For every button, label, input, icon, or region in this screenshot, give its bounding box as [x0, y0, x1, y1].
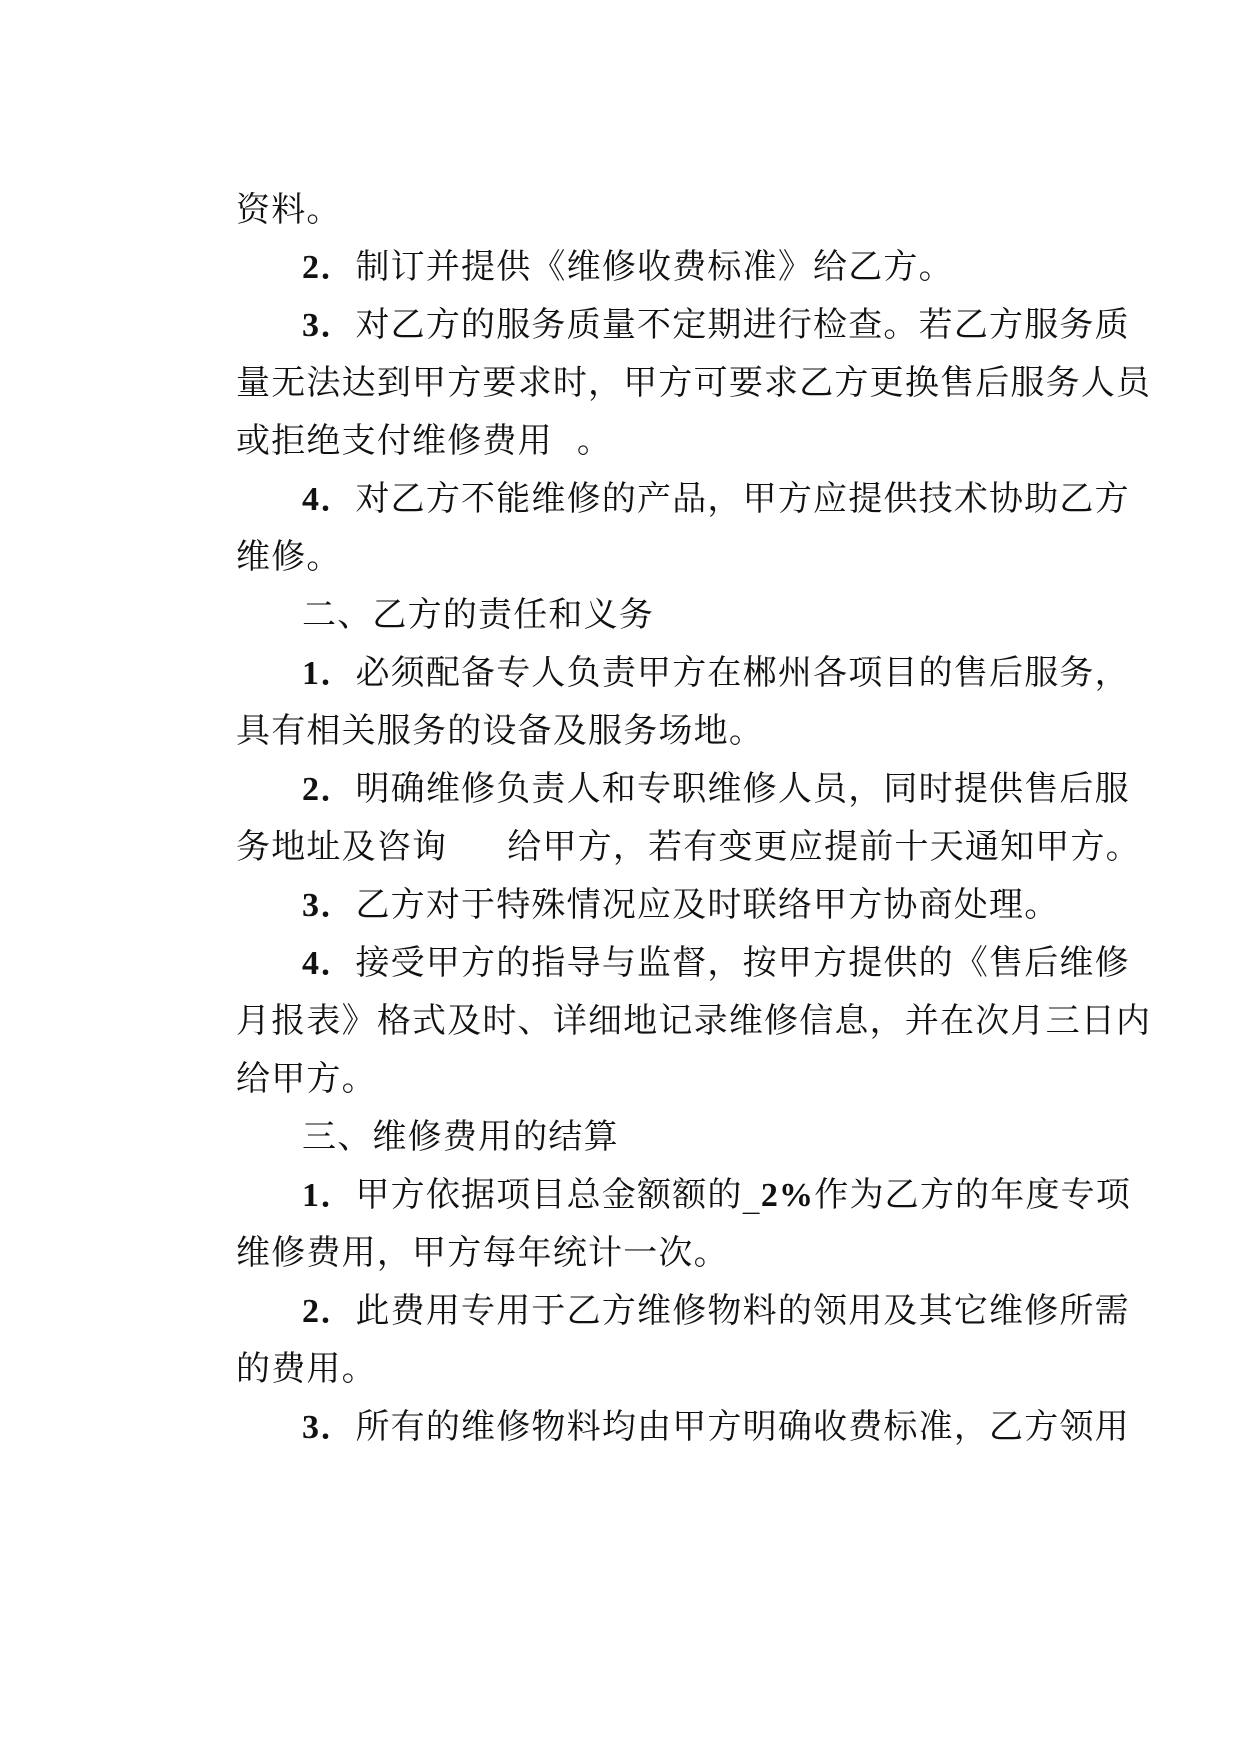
item-number: 2． [302, 771, 356, 808]
line-text: 明确维修负责人和专职维修人员，同时提供售后服 [355, 769, 1130, 809]
item-number: 4． [302, 481, 356, 518]
item-number: 1． [302, 655, 356, 692]
item-number: 3． [302, 1409, 356, 1446]
item-number: 2． [302, 249, 356, 286]
percent-value: 2% [760, 1177, 815, 1214]
item-number: 3． [302, 887, 356, 924]
line-text: 给甲方。 [236, 1059, 377, 1099]
line-text: 维修。 [236, 537, 342, 577]
item-number: 2． [302, 1293, 356, 1330]
line-text: 或拒绝支付维修费用 。 [236, 421, 613, 461]
item-number: 1． [302, 1177, 356, 1214]
line-text: 务地址及咨询 给甲方，若有变更应提前十天通知甲方。 [236, 827, 1141, 867]
line-text: 资料。 [236, 190, 342, 230]
line-text: 甲方依据项目总金额额的_ [355, 1175, 761, 1215]
line-text: 必须配备专人负责甲方在郴州各项目的售后服务， [355, 653, 1130, 693]
line-text: 乙方对于特殊情况应及时联络甲方协商处理。 [355, 885, 1060, 925]
list-item [254, 1245, 1130, 1378]
line-text: 的费用。 [236, 1349, 377, 1389]
line-text: 月报表》格式及时、详细地记录维修信息，并在次月三日内 [236, 1001, 1152, 1041]
line-text: 具有相关服务的设备及服务场地。 [236, 711, 765, 751]
line-text: 对乙方不能维修的产品，甲方应提供技术协助乙方 [355, 479, 1130, 519]
line-text: 作为乙方的年度专项 [814, 1175, 1132, 1215]
line-text: 量无法达到甲方要求时，甲方可要求乙方更换售后服务人员 [236, 363, 1152, 403]
line-text: 此费用专用于乙方维修物料的领用及其它维修所需 [355, 1291, 1130, 1331]
item-number: 4． [302, 945, 356, 982]
line-text: 对乙方的服务质量不定期进行检查。若乙方服务质 [355, 305, 1130, 345]
item-number: 3． [302, 307, 356, 344]
heading-text: 二、乙方的责任和义务 [302, 595, 655, 635]
heading-text: 三、维修费用的结算 [302, 1117, 619, 1157]
line-text: 制订并提供《维修收费标准》给乙方。 [355, 247, 954, 287]
list-item [254, 1361, 1130, 1494]
line-text: 接受甲方的指导与监督，按甲方提供的《售后维修 [355, 943, 1130, 983]
line-text: 维修费用，甲方每年统计一次。 [236, 1233, 729, 1273]
list-item [254, 433, 1130, 566]
line-text: 所有的维修物料均由甲方明确收费标准，乙方领用 [355, 1407, 1130, 1447]
